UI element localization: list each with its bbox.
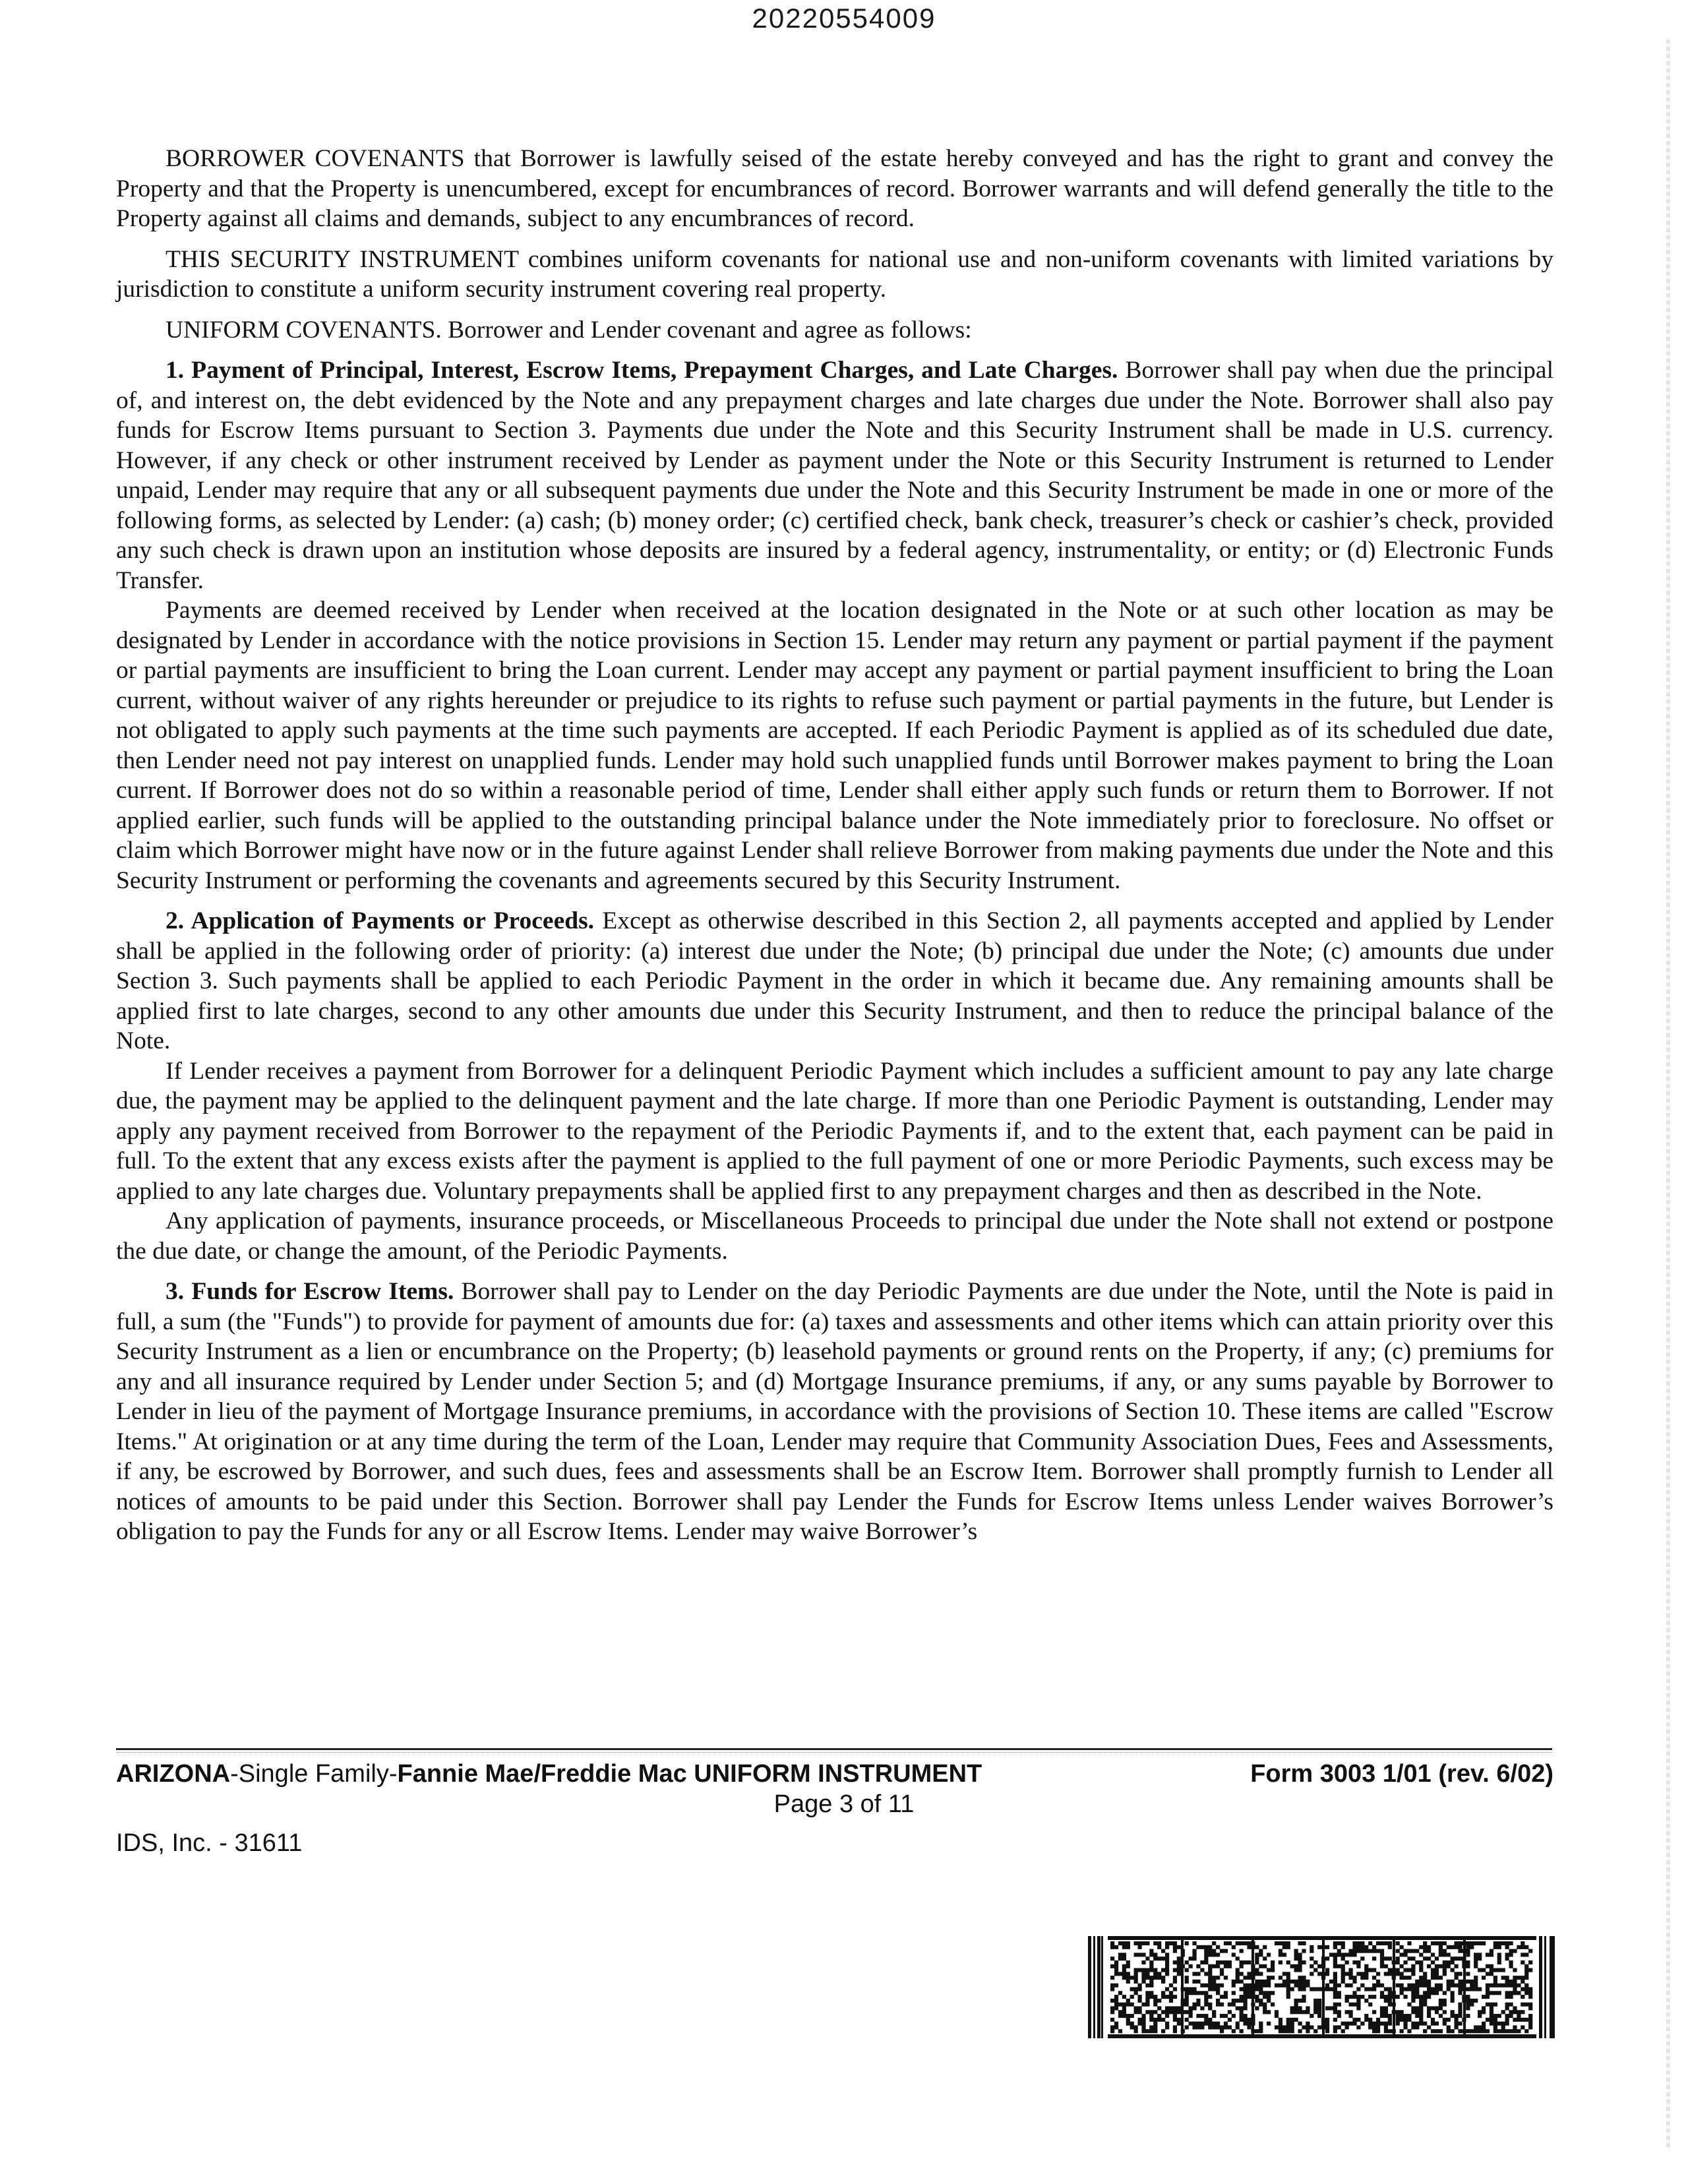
ids-code: IDS, Inc. - 31611 — [116, 1829, 303, 1857]
barcode-image — [1088, 1936, 1556, 2038]
section-1-paragraph-2: Payments are deemed received by Lender when received at the location designated in the Note or at such other location as may be designated by Lender in accordance with the notice provisions in Section 15. Lender may return any payment or partial payment if the payment or partial payments are insufficient to bring the Loan current. Lender may accept any payment or partial payment insufficient to bring the Loan current, without waiver of any rights hereunder or prejudice to its rights to refuse such payment or partial payments in the future, but Lender is not obligated to apply such payments at the time such payments are accepted. If each Periodic Payment is applied as of its scheduled due date, then Lender need not pay interest on unapplied funds. Lender may hold such unapplied funds until Borrower makes payment to bring the Loan current. If Borrower does not do so within a reasonable period of time, Lender shall either apply such funds or return them to Borrower. If not applied earlier, such funds will be applied to the outstanding principal balance under the Note immediately prior to foreclosure. No offset or claim which Borrower might have now or in the future against Lender shall relieve Borrower from making payments due under the Note and this Security Instrument or performing the covenants and agreements secured by this Security Instrument. — [116, 597, 1553, 894]
section-2-paragraph-3: Any application of payments, insurance proceeds, or Miscellaneous Proceeds to principal due under the Note shall not extend or postpone the due date, or change the amount, of the Periodic Payments. — [116, 1207, 1553, 1265]
section-3-body: Borrower shall pay to Lender on the day Periodic Payments are due under the Note, until the Note is paid in full, a sum (the "Funds") to provide for payment of amounts due for: (a) taxes and assessments and other items which can attain priority over this Security Instrument as a lien or encumbrance on the Property; (b) leasehold payments or ground rents on the Property, if any; (c) premiums for any and all insurance required by Lender under Section 5; and (d) Mortgage Insurance premiums, if any, or any sums payable by Borrower to Lender in lieu of the payment of Mortgage Insurance premiums, in accordance with the provisions of Section 10. These items are called "Escrow Items." At origination or at any time during the term of the Loan, Lender may require that Community Association Dues, Fees and Assessments, if any, be escrowed by Borrower, and such dues, fees and assessments shall be an Escrow Item. Borrower shall promptly furnish to Lender all notices of amounts to be paid under this Section. Borrower shall pay Lender the Funds for Escrow Items unless Lender waives Borrower’s obligation to pay the Funds for any or all Escrow Items. Lender may waive Borrower’s — [116, 1278, 1553, 1545]
page-number: Page 3 of 11 — [773, 1790, 915, 1818]
section-3-heading: 3. Funds for Escrow Items. — [166, 1278, 454, 1305]
footer-family: -Single Family- — [230, 1760, 398, 1788]
footer-instrument-title — [116, 1759, 982, 1789]
section-1-heading: 1. Payment of Principal, Interest, Escrow Items, Prepayment Charges, and Late Charges. — [166, 357, 1118, 384]
footer-instrument: Fannie Mae/Freddie Mac UNIFORM INSTRUMENT — [397, 1760, 982, 1788]
paragraph-security-instrument: THIS SECURITY INSTRUMENT combines uniform covenants for national use and non-uniform covenants with limited variations by jurisdiction to constitute a uniform security instrument covering real property. — [116, 245, 1553, 303]
paragraph-uniform-covenants: UNIFORM COVENANTS. Borrower and Lender covenant and agree as follows: — [166, 316, 972, 344]
footer-state: ARIZONA — [116, 1760, 231, 1788]
scan-edge-artifact — [1666, 40, 1670, 2150]
recording-number: 20220554009 — [752, 3, 936, 34]
section-2-paragraph-2: If Lender receives a payment from Borrower for a delinquent Periodic Payment which includes a sufficient amount to pay any late charge due, the payment may be applied to the delinquent payment and the late charge. If more than one Periodic Payment is outstanding, Lender may apply any payment received from Borrower to the repayment of the Periodic Payments if, and to the extent that, each payment can be paid in full. To the extent that any excess exists after the payment is applied to the full payment of one or more Periodic Payments, such excess may be applied to any late charges due. Voluntary prepayments shall be applied first to any prepayment charges and then as described in the Note. — [116, 1057, 1553, 1205]
section-1-body: Borrower shall pay when due the principal of, and interest on, the debt evidenced by the Note and any prepayment charges and late charges due under the Note. Borrower shall also pay funds for Escrow Items pursuant to Section 3. Payments due under the Note and this Security Instrument shall be made in U.S. currency. However, if any check or other instrument received by Lender as payment under the Note or this Security Instrument is returned to Lender unpaid, Lender may require that any or all subsequent payments due under the Note and this Security Instrument be made in one or more of the following forms, as selected by Lender: (a) cash; (b) money order; (c) certified check, bank check, treasurer’s check or cashier’s check, provided any such check is drawn upon an institution whose deposits are insured by a federal agency, instrumentality, or entity; or (d) Electronic Funds Transfer. — [116, 357, 1553, 594]
paragraph-borrower-covenants: BORROWER COVENANTS that Borrower is lawfully seised of the estate hereby conveyed and has the right to grant and convey the Property and that the Property is unencumbered, except for encumbrances of record. Borrower warrants and will defend generally the title to the Property against all claims and demands, subject to any encumbrances of record. — [116, 145, 1553, 232]
document-body — [116, 144, 1553, 1547]
section-1-paragraph — [116, 355, 1553, 595]
section-2-paragraph — [116, 906, 1553, 1056]
footer-form-line — [116, 1759, 1553, 1789]
section-2-heading: 2. Application of Payments or Proceeds. — [166, 907, 595, 934]
section-3-paragraph — [116, 1277, 1553, 1547]
footer-form-number: Form 3003 1/01 (rev. 6/02) — [1250, 1760, 1553, 1788]
footer-divider — [116, 1748, 1552, 1750]
section-2-body: Except as otherwise described in this Section 2, all payments accepted and applied by Lender shall be applied in the following order of priority: (a) interest due under the Note; (b) principal due under the Note; (c) amounts due under Section 3. Such payments shall be applied to each Periodic Payment in the order in which it became due. Any remaining amounts shall be applied first to late charges, second to any other amounts due under this Security Instrument, and then to reduce the principal balance of the Note. — [116, 907, 1554, 1054]
